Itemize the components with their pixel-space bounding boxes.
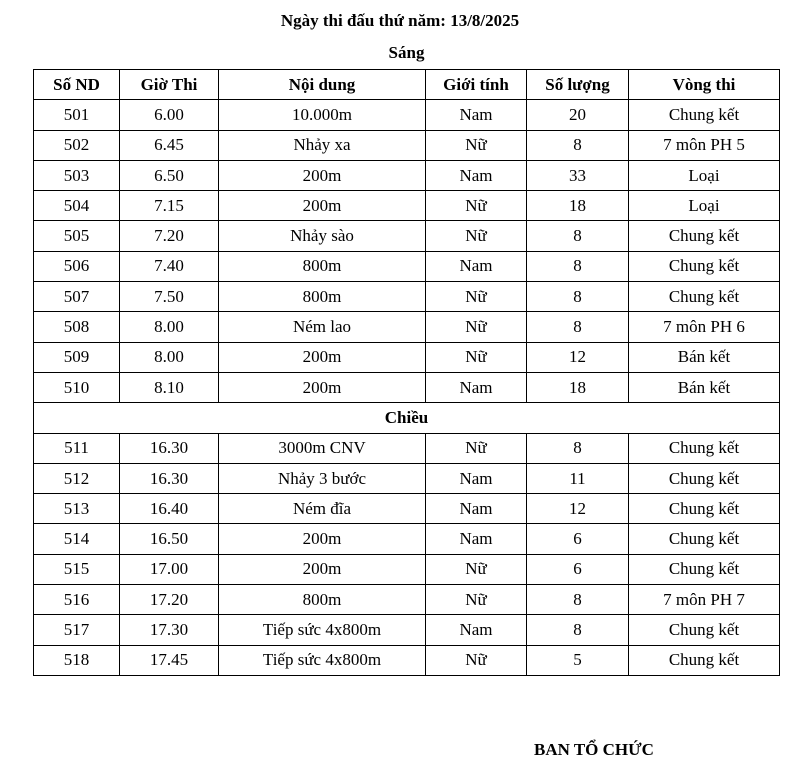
cell-count: 8: [527, 251, 629, 281]
cell-time: 17.30: [120, 615, 219, 645]
table-row: [34, 645, 780, 675]
session-heading-afternoon: Chiều: [34, 403, 780, 433]
cell-time: 7.15: [120, 191, 219, 221]
table-row: [34, 585, 780, 615]
cell-time: 7.50: [120, 282, 219, 312]
cell-event-number: 510: [34, 372, 120, 402]
table-row: [34, 191, 780, 221]
cell-gender: Nữ: [426, 282, 527, 312]
cell-event: Nhảy sào: [219, 221, 426, 251]
cell-round: Chung kết: [629, 251, 780, 281]
table-row: [34, 312, 780, 342]
table-row: [34, 160, 780, 190]
table-row: [34, 342, 780, 372]
cell-count: 12: [527, 494, 629, 524]
cell-count: 8: [527, 282, 629, 312]
cell-round: 7 môn PH 7: [629, 585, 780, 615]
cell-event-number: 518: [34, 645, 120, 675]
cell-gender: Nam: [426, 615, 527, 645]
session-heading-morning: Sáng: [388, 43, 425, 62]
cell-time: 8.00: [120, 342, 219, 372]
cell-event-number: 501: [34, 100, 120, 130]
cell-round: Chung kết: [629, 615, 780, 645]
cell-count: 5: [527, 645, 629, 675]
cell-event: 200m: [219, 554, 426, 584]
cell-event: Ném lao: [219, 312, 426, 342]
cell-gender: Nữ: [426, 130, 527, 160]
cell-event: Tiếp sức 4x800m: [219, 645, 426, 675]
cell-count: 20: [527, 100, 629, 130]
cell-gender: Nữ: [426, 645, 527, 675]
cell-gender: Nam: [426, 524, 527, 554]
cell-event: 200m: [219, 191, 426, 221]
cell-count: 8: [527, 433, 629, 463]
cell-count: 18: [527, 191, 629, 221]
cell-round: Chung kết: [629, 221, 780, 251]
cell-gender: Nam: [426, 160, 527, 190]
cell-event: 10.000m: [219, 100, 426, 130]
cell-event: 800m: [219, 251, 426, 281]
cell-event-number: 515: [34, 554, 120, 584]
cell-round: Chung kết: [629, 282, 780, 312]
cell-gender: Nam: [426, 251, 527, 281]
table-row: [34, 433, 780, 463]
cell-gender: Nam: [426, 494, 527, 524]
cell-count: 8: [527, 585, 629, 615]
cell-event-number: 516: [34, 585, 120, 615]
cell-round: Chung kết: [629, 100, 780, 130]
cell-time: 16.50: [120, 524, 219, 554]
cell-gender: Nam: [426, 372, 527, 402]
session-row-afternoon: [34, 403, 780, 433]
cell-gender: Nam: [426, 100, 527, 130]
cell-count: 6: [527, 524, 629, 554]
cell-count: 8: [527, 312, 629, 342]
column-header-round: Vòng thi: [629, 70, 780, 100]
cell-event: 200m: [219, 342, 426, 372]
column-header-count: Số lượng: [527, 70, 629, 100]
cell-round: Chung kết: [629, 494, 780, 524]
column-header-event-number: Số ND: [34, 70, 120, 100]
cell-gender: Nữ: [426, 554, 527, 584]
cell-time: 16.30: [120, 463, 219, 493]
cell-gender: Nam: [426, 463, 527, 493]
cell-event: 200m: [219, 524, 426, 554]
table-row: [34, 100, 780, 130]
cell-event-number: 502: [34, 130, 120, 160]
table-row: [34, 494, 780, 524]
cell-gender: Nữ: [426, 221, 527, 251]
cell-gender: Nữ: [426, 585, 527, 615]
cell-count: 6: [527, 554, 629, 584]
cell-time: 7.20: [120, 221, 219, 251]
cell-event-number: 514: [34, 524, 120, 554]
cell-count: 8: [527, 221, 629, 251]
cell-event-number: 511: [34, 433, 120, 463]
cell-round: 7 môn PH 5: [629, 130, 780, 160]
cell-time: 7.40: [120, 251, 219, 281]
table-row: [34, 615, 780, 645]
schedule-table: [33, 69, 780, 676]
cell-count: 8: [527, 130, 629, 160]
cell-round: Chung kết: [629, 463, 780, 493]
cell-round: Loại: [629, 160, 780, 190]
signature: BAN TỔ CHỨC: [534, 740, 654, 759]
cell-round: Bán kết: [629, 342, 780, 372]
cell-count: 18: [527, 372, 629, 402]
cell-event: 3000m CNV: [219, 433, 426, 463]
cell-time: 16.40: [120, 494, 219, 524]
cell-round: Chung kết: [629, 524, 780, 554]
cell-time: 8.00: [120, 312, 219, 342]
cell-event: 200m: [219, 372, 426, 402]
cell-event-number: 505: [34, 221, 120, 251]
cell-event-number: 513: [34, 494, 120, 524]
cell-round: Loại: [629, 191, 780, 221]
table-row: [34, 221, 780, 251]
table-row: [34, 251, 780, 281]
cell-count: 33: [527, 160, 629, 190]
cell-time: 6.50: [120, 160, 219, 190]
cell-event: Nhảy 3 bước: [219, 463, 426, 493]
table-row: [34, 372, 780, 402]
cell-event-number: 508: [34, 312, 120, 342]
cell-time: 6.00: [120, 100, 219, 130]
column-header-time: Giờ Thi: [120, 70, 219, 100]
cell-event-number: 503: [34, 160, 120, 190]
cell-count: 8: [527, 615, 629, 645]
cell-time: 17.45: [120, 645, 219, 675]
cell-gender: Nữ: [426, 342, 527, 372]
table-row: [34, 554, 780, 584]
table-row: [34, 130, 780, 160]
cell-time: 8.10: [120, 372, 219, 402]
cell-event: 200m: [219, 160, 426, 190]
cell-time: 6.45: [120, 130, 219, 160]
cell-event-number: 507: [34, 282, 120, 312]
cell-event-number: 504: [34, 191, 120, 221]
cell-round: Chung kết: [629, 645, 780, 675]
table-row: [34, 282, 780, 312]
cell-count: 11: [527, 463, 629, 493]
cell-round: Chung kết: [629, 554, 780, 584]
cell-event-number: 517: [34, 615, 120, 645]
table-row: [34, 463, 780, 493]
cell-gender: Nữ: [426, 433, 527, 463]
cell-event-number: 506: [34, 251, 120, 281]
cell-event: Nhảy xa: [219, 130, 426, 160]
cell-event: 800m: [219, 585, 426, 615]
cell-time: 17.20: [120, 585, 219, 615]
cell-event: Ném đĩa: [219, 494, 426, 524]
cell-gender: Nữ: [426, 191, 527, 221]
cell-event: Tiếp sức 4x800m: [219, 615, 426, 645]
table-row: [34, 524, 780, 554]
column-header-event: Nội dung: [219, 70, 426, 100]
cell-round: Chung kết: [629, 433, 780, 463]
cell-gender: Nữ: [426, 312, 527, 342]
cell-round: Bán kết: [629, 372, 780, 402]
cell-event-number: 509: [34, 342, 120, 372]
cell-round: 7 môn PH 6: [629, 312, 780, 342]
cell-event-number: 512: [34, 463, 120, 493]
cell-event: 800m: [219, 282, 426, 312]
cell-count: 12: [527, 342, 629, 372]
column-header-gender: Giới tính: [426, 70, 527, 100]
table-header-row: [34, 70, 780, 100]
cell-time: 17.00: [120, 554, 219, 584]
page-title: Ngày thi đấu thứ năm: 13/8/2025: [280, 11, 520, 30]
cell-time: 16.30: [120, 433, 219, 463]
